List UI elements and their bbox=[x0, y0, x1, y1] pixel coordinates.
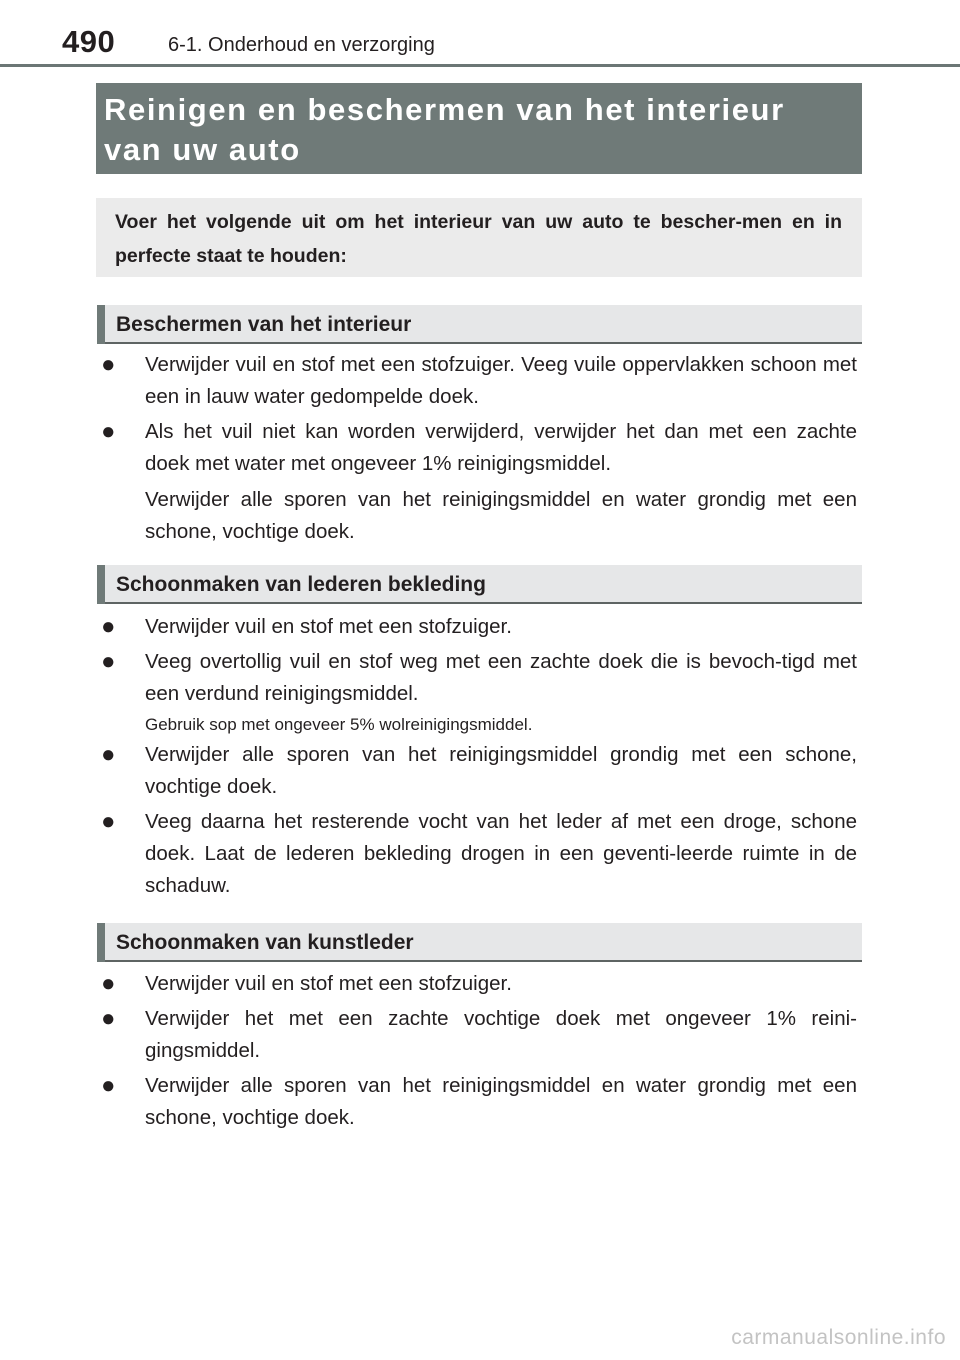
list-item-text: Verwijder vuil en stof met een stofzuiger. Veeg vuile oppervlakken schoon met een in lauw water gedompelde doek. bbox=[145, 353, 857, 408]
page-title: Reinigen en beschermen van het interieur van uw auto bbox=[104, 92, 785, 167]
watermark: carmanualsonline.info bbox=[731, 1326, 946, 1349]
bullet-list-synthetic-leather bbox=[97, 968, 857, 1137]
section-heading-label: Beschermen van het interieur bbox=[116, 313, 412, 336]
section-heading-bar bbox=[97, 305, 105, 344]
list-item-text: Verwijder alle sporen van het reinigingsmiddel en water grondig met een schone, vochtige doek. bbox=[145, 488, 857, 543]
bullet-icon: ● bbox=[101, 418, 116, 445]
list-item-text: Als het vuil niet kan worden verwijderd, verwijder het dan met een zachte doek met water met ongeveer 1% reinigingsmiddel. bbox=[145, 420, 857, 475]
bullet-icon: ● bbox=[101, 1072, 116, 1099]
list-item-text: Verwijder vuil en stof met een stofzuiger. bbox=[145, 972, 512, 995]
section-heading-label: Schoonmaken van kunstleder bbox=[116, 931, 414, 954]
list-item-text: Veeg daarna het resterende vocht van het leder af met een droge, schone doek. Laat de lederen bekleding drogen in een geventi-leerde ruimte in de schaduw. bbox=[145, 810, 857, 897]
bullet-icon: ● bbox=[101, 613, 116, 640]
section-heading-synthetic-leather bbox=[97, 923, 862, 962]
intro-box bbox=[96, 198, 862, 277]
page-header bbox=[62, 22, 960, 62]
page-number: 490 bbox=[62, 24, 116, 59]
list-item-note bbox=[97, 713, 857, 737]
bullet-icon: ● bbox=[101, 970, 116, 997]
list-item-paragraph bbox=[97, 484, 857, 548]
bullet-icon: ● bbox=[101, 351, 116, 378]
bullet-icon: ● bbox=[101, 1005, 116, 1032]
list-item bbox=[97, 349, 857, 413]
header-divider bbox=[0, 64, 960, 67]
section-heading-interior-protection bbox=[97, 305, 862, 344]
list-item bbox=[97, 416, 857, 480]
list-item-text: Verwijder vuil en stof met een stofzuiger. bbox=[145, 615, 512, 638]
list-item bbox=[97, 739, 857, 803]
bullet-icon: ● bbox=[101, 741, 116, 768]
section-reference: 6-1. Onderhoud en verzorging bbox=[168, 34, 435, 56]
title-banner bbox=[96, 83, 862, 174]
list-item bbox=[97, 646, 857, 710]
list-item bbox=[97, 1070, 857, 1134]
list-item bbox=[97, 1003, 857, 1067]
list-item-text: Verwijder het met een zachte vochtige doek met ongeveer 1% reini-gingsmiddel. bbox=[145, 1007, 857, 1062]
list-item bbox=[97, 968, 857, 1000]
section-heading-bar bbox=[97, 923, 105, 962]
list-item-text: Verwijder alle sporen van het reinigingsmiddel grondig met een schone, vochtige doek. bbox=[145, 743, 857, 798]
bullet-list-interior-protection bbox=[97, 349, 857, 551]
bullet-list-leather-cleaning bbox=[97, 611, 857, 905]
list-item bbox=[97, 806, 857, 902]
section-heading-label: Schoonmaken van lederen bekleding bbox=[116, 573, 486, 596]
bullet-icon: ● bbox=[101, 808, 116, 835]
intro-text: Voer het volgende uit om het interieur van uw auto te bescher-men en in perfecte staat te houden: bbox=[115, 211, 842, 267]
list-item-text: Gebruik sop met ongeveer 5% wolreinigingsmiddel. bbox=[145, 715, 533, 734]
list-item bbox=[97, 611, 857, 643]
section-heading-bar bbox=[97, 565, 105, 604]
list-item-text: Verwijder alle sporen van het reinigingsmiddel en water grondig met een schone, vochtige doek. bbox=[145, 1074, 857, 1129]
list-item-text: Veeg overtollig vuil en stof weg met een zachte doek die is bevoch-tigd met een verdund reinigingsmiddel. bbox=[145, 650, 857, 705]
section-heading-leather-cleaning bbox=[97, 565, 862, 604]
bullet-icon: ● bbox=[101, 648, 116, 675]
